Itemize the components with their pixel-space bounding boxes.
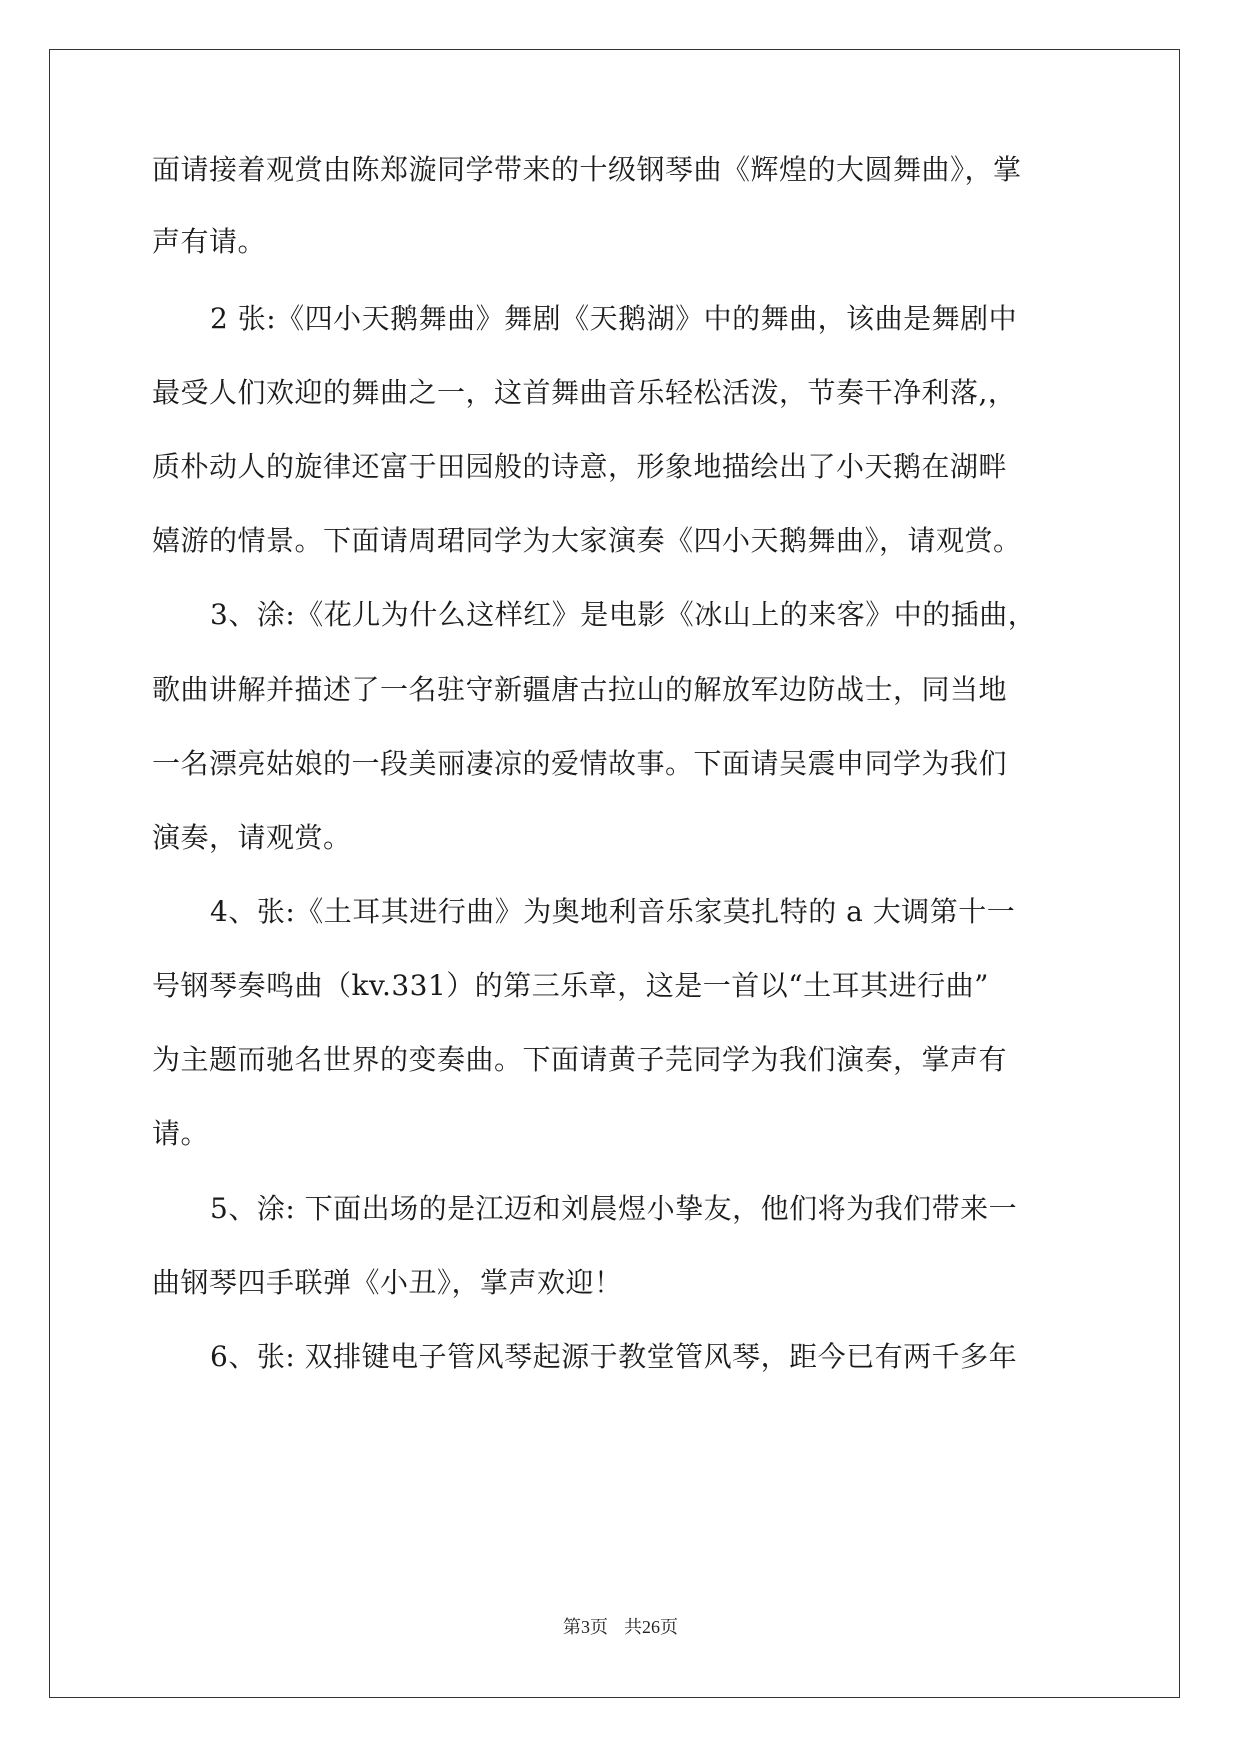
page-border [49,49,1180,1698]
text-line-13: 为主题而驰名世界的变奏曲。下面请黄子芫同学为我们演奏，掌声有 [152,1043,1008,1076]
text-line-6: 嬉游的情景。下面请周珺同学为大家演奏《四小天鹅舞曲》，请观赏。 [152,524,1022,557]
text-line-17: 6、张: 双排键电子管风琴起源于教堂管风琴，距今已有两千多年 [210,1340,1018,1373]
text-line-11: 4、张:《土耳其进行曲》为奥地利音乐家莫扎特的 a 大调第十一 [210,895,1016,928]
text-line-9: 一名漂亮姑娘的一段美丽凄凉的爱情故事。下面请吴震申同学为我们 [152,747,1008,780]
page-total: 共26页 [624,1617,678,1637]
text-line-12: 号钢琴奏鸣曲（kv.331）的第三乐章，这是一首以“土耳其进行曲” [152,969,989,1002]
text-line-15: 5、涂: 下面出场的是江迈和刘晨煜小挚友，他们将为我们带来一 [210,1192,1018,1225]
text-line-8: 歌曲讲解并描述了一名驻守新疆唐古拉山的解放军边防战士，同当地 [152,673,1008,706]
text-line-5: 质朴动人的旋律还富于田园般的诗意，形象地描绘出了小天鹅在湖畔 [152,450,1008,483]
text-line-1: 面请接着观赏由陈郑漩同学带来的十级钢琴曲《辉煌的大圆舞曲》，掌 [152,153,1022,186]
text-line-3: 2 张:《四小天鹅舞曲》舞剧《天鹅湖》中的舞曲，该曲是舞剧中 [210,302,1018,335]
page-number: 第3页 [563,1617,608,1637]
text-line-4: 最受人们欢迎的舞曲之一，这首舞曲音乐轻松活泼，节奏干净利落,， [152,376,1017,409]
text-line-2: 声有请。 [152,225,267,258]
text-line-10: 演奏，请观赏。 [152,821,352,854]
text-line-14: 请。 [152,1117,210,1150]
page-footer [0,1613,1241,1639]
text-line-16: 曲钢琴四手联弹《小丑》，掌声欢迎！ [152,1266,623,1299]
text-line-7: 3、涂:《花儿为什么这样红》是电影《冰山上的来客》中的插曲， [210,598,1037,631]
